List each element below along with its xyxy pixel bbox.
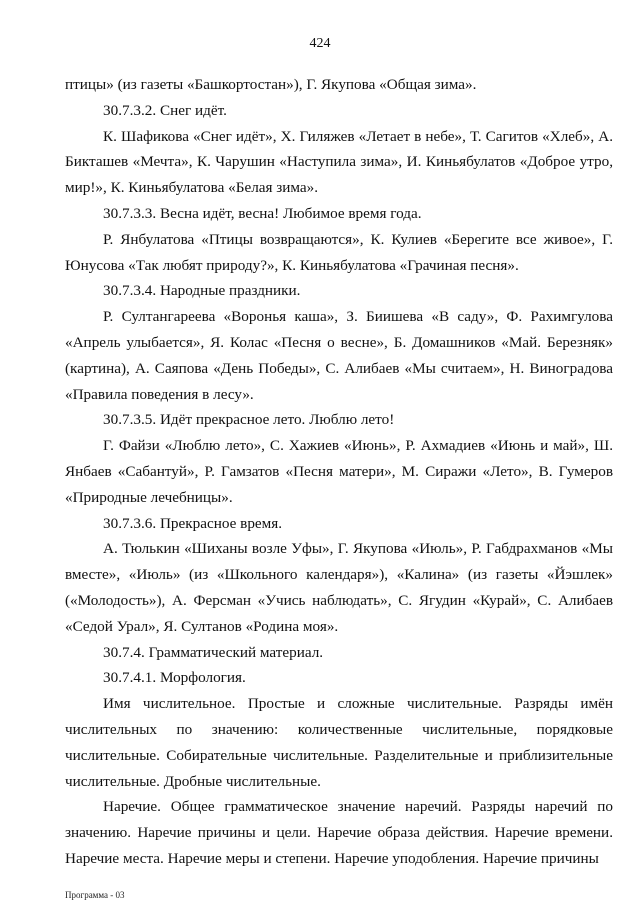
paragraph: Наречие. Общее грамматическое значение наречий. Разряды наречий по значению. Наречие причины и цели. Наречие образа действия. Наречие времени. Наречие места. Наречие меры и степени. Наречие уподобления. Наречие причины (65, 798, 613, 867)
paragraph: Р. Янбулатова «Птицы возвращаются», К. Кулиев «Берегите все живое», Г. Юнусова «Так любят природу?», К. Киньябулатова «Грачиная песня». (65, 230, 613, 274)
section-heading: 30.7.3.2. Снег идёт. (103, 101, 227, 119)
section-heading: 30.7.3.5. Идёт прекрасное лето. Люблю лето! (103, 411, 395, 429)
paragraph: К. Шафикова «Снег идёт», Х. Гиляжев «Летает в небе», Т. Сагитов «Хлеб», А. Бикташев «Мечта», К. Чарушин «Наступила зима», И. Киньябулатов «Доброе утро, мир!», К. Киньябулатова «Белая зима». (65, 127, 613, 197)
footer-label: Программа - 03 (65, 890, 125, 900)
section-heading: 30.7.3.3. Весна идёт, весна! Любимое время года. (103, 204, 422, 222)
paragraph: Р. Султангареева «Воронья каша», З. Биишева «В саду», Ф. Рахимгулова «Апрель улыбается», Я. Колас «Песня о весне», Б. Домашников «Май. Березняк» (картина), А. Саяпова «День Победы», С. Алибаев «Мы считаем», Н. Виноградова «Правила поведения в лесу». (65, 308, 613, 403)
paragraph: птицы» (из газеты «Башкортостан»), Г. Якупова «Общая зима». (65, 76, 477, 93)
section-heading: 30.7.4.1. Морфология. (103, 669, 246, 687)
section-heading: 30.7.4. Грамматический материал. (103, 643, 324, 661)
paragraph: А. Тюлькин «Шиханы возле Уфы», Г. Якупова «Июль», Р. Габдрахманов «Мы вместе», «Июль» (из «Школьного календаря»), «Калина» (из газеты «Йэшлек» («Молодость»), А. Ферсман «Учись наблюдать», С. Ягудин «Курай», С. Алибаев «Седой Урал», Я. Султанов «Родина моя». (65, 540, 613, 635)
paragraph: Г. Файзи «Люблю лето», С. Хажиев «Июнь», Р. Ахмадиев «Июнь и май», Ш. Янбаев «Сабантуй», Р. Гамзатов «Песня матери», М. Сиражи «Лето», В. Гумеров «Природные лечебницы». (65, 437, 613, 506)
page-number: 424 (309, 36, 331, 51)
paragraph: Имя числительное. Простые и сложные числительные. Разряды имён числительных по значению: количественные числительные, порядковые числительные. Собирательные числительные. Разделительные и приблизительные числительные. Дробные числительные. (65, 695, 613, 790)
section-heading: 30.7.3.6. Прекрасное время. (103, 514, 283, 532)
section-heading: 30.7.3.4. Народные праздники. (103, 282, 301, 300)
document-body (65, 72, 613, 872)
